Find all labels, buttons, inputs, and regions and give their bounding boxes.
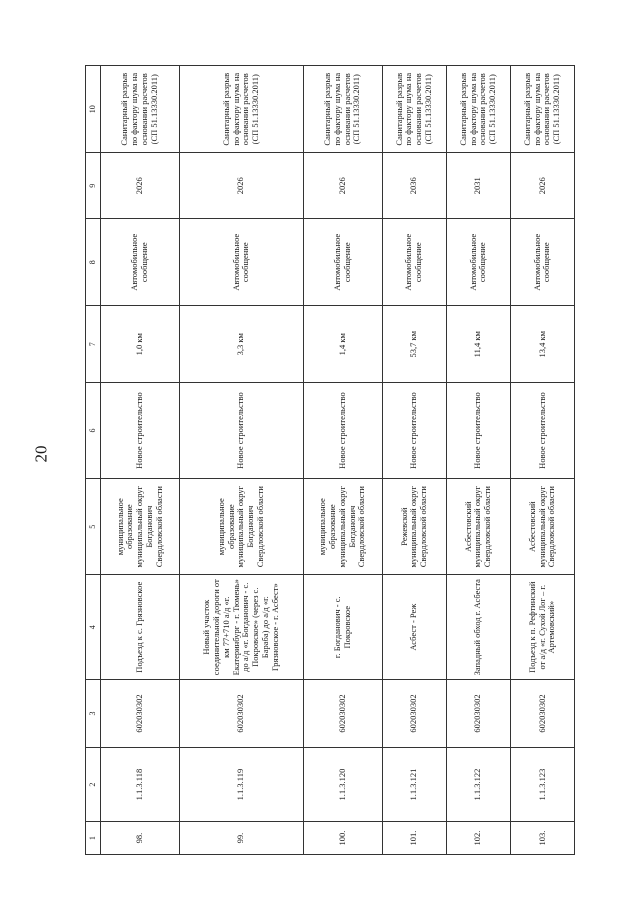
zone: Санитарный разрыв по фактору шума на основании расчетов (СП 51.13330.2011) (303, 66, 382, 153)
year: 2036 (382, 153, 446, 219)
table-row (180, 66, 304, 855)
table-row (101, 66, 180, 855)
header-cell: 2 (86, 747, 101, 821)
object-code: 1.1.3.120 (303, 747, 382, 821)
length: 53,7 км (382, 306, 446, 382)
zone: Санитарный разрыв по фактору шума на основании расчетов (СП 51.13330.2011) (510, 66, 574, 153)
length: 13,4 км (510, 306, 574, 382)
purpose: Автомобильное сообщение (180, 219, 304, 306)
object-code: 1.1.3.119 (180, 747, 304, 821)
oktmo-code: 602030302 (180, 680, 304, 748)
year: 2026 (510, 153, 574, 219)
row-number: 103. (510, 822, 574, 855)
status: Новое строительство (510, 382, 574, 478)
purpose: Автомобильное сообщение (510, 219, 574, 306)
oktmo-code: 602030302 (101, 680, 180, 748)
status: Новое строительство (303, 382, 382, 478)
row-number: 100. (303, 822, 382, 855)
length: 3,3 км (180, 306, 304, 382)
row-number: 101. (382, 822, 446, 855)
table-row (510, 66, 574, 855)
header-cell: 10 (86, 66, 101, 153)
rotated-table-frame (85, 65, 575, 855)
location: Асбестовский муниципальный округ Свердловской области (446, 479, 510, 575)
location: муниципальное образование муниципальный округ Богданович Свердловской области (180, 479, 304, 575)
location: Асбестовский муниципальный округ Свердловской области (510, 479, 574, 575)
table-row (446, 66, 510, 855)
header-cell: 4 (86, 575, 101, 680)
location: Режевской муниципальный округ Свердловской области (382, 479, 446, 575)
row-number: 99. (180, 822, 304, 855)
header-cell: 8 (86, 219, 101, 306)
header-cell: 5 (86, 479, 101, 575)
zone: Санитарный разрыв по фактору шума на основании расчетов (СП 51.13330.2011) (101, 66, 180, 153)
object-name: Асбест - Реж (382, 575, 446, 680)
length: 1,4 км (303, 306, 382, 382)
oktmo-code: 602030302 (303, 680, 382, 748)
length: 1,0 км (101, 306, 180, 382)
header-cell: 6 (86, 382, 101, 478)
row-number: 98. (101, 822, 180, 855)
object-code: 1.1.3.118 (101, 747, 180, 821)
purpose: Автомобильное сообщение (382, 219, 446, 306)
location: муниципальное образование муниципальный округ Богданович Свердловской области (303, 479, 382, 575)
object-name: Новый участок соединительной дороги от км 77+710 а/д «г. Екатеринбург - г. Тюмень» до а/д «г. Богданович - с. Покровское» (через с. Бараба) до а/д «г. Грязновское - г. Асбест» (180, 575, 304, 680)
header-cell: 3 (86, 680, 101, 748)
table-row (382, 66, 446, 855)
oktmo-code: 602030302 (382, 680, 446, 748)
object-code: 1.1.3.121 (382, 747, 446, 821)
row-number: 102. (446, 822, 510, 855)
year: 2026 (101, 153, 180, 219)
table-container (85, 65, 575, 855)
length: 11,4 км (446, 306, 510, 382)
object-name: Западный обход г. Асбеста (446, 575, 510, 680)
year: 2026 (180, 153, 304, 219)
object-code: 1.1.3.123 (510, 747, 574, 821)
object-name: Подъезд к с. Грязновское (101, 575, 180, 680)
table-row (303, 66, 382, 855)
header-cell: 7 (86, 306, 101, 382)
year: 2031 (446, 153, 510, 219)
status: Новое строительство (446, 382, 510, 478)
zone: Санитарный разрыв по фактору шума на основании расчетов (СП 51.13330.2011) (446, 66, 510, 153)
header-cell: 9 (86, 153, 101, 219)
oktmo-code: 602030302 (446, 680, 510, 748)
status: Новое строительство (382, 382, 446, 478)
objects-table (85, 65, 575, 855)
purpose: Автомобильное сообщение (101, 219, 180, 306)
status: Новое строительство (180, 382, 304, 478)
header-row (86, 66, 101, 855)
object-code: 1.1.3.122 (446, 747, 510, 821)
purpose: Автомобильное сообщение (303, 219, 382, 306)
zone: Санитарный разрыв по фактору шума на основании расчетов (СП 51.13330.2011) (382, 66, 446, 153)
object-name: Подъезд к п. Рефтинский от а/д «г. Сухой Лог – г. Артемовский» (510, 575, 574, 680)
header-cell: 1 (86, 822, 101, 855)
zone: Санитарный разрыв по фактору шума на основании расчетов (СП 51.13330.2011) (180, 66, 304, 153)
location: муниципальное образование муниципальный округ Богданович Свердловской области (101, 479, 180, 575)
page-number: 20 (31, 445, 51, 463)
oktmo-code: 602030302 (510, 680, 574, 748)
status: Новое строительство (101, 382, 180, 478)
object-name: г. Богданович - с. Покровское (303, 575, 382, 680)
year: 2026 (303, 153, 382, 219)
purpose: Автомобильное сообщение (446, 219, 510, 306)
